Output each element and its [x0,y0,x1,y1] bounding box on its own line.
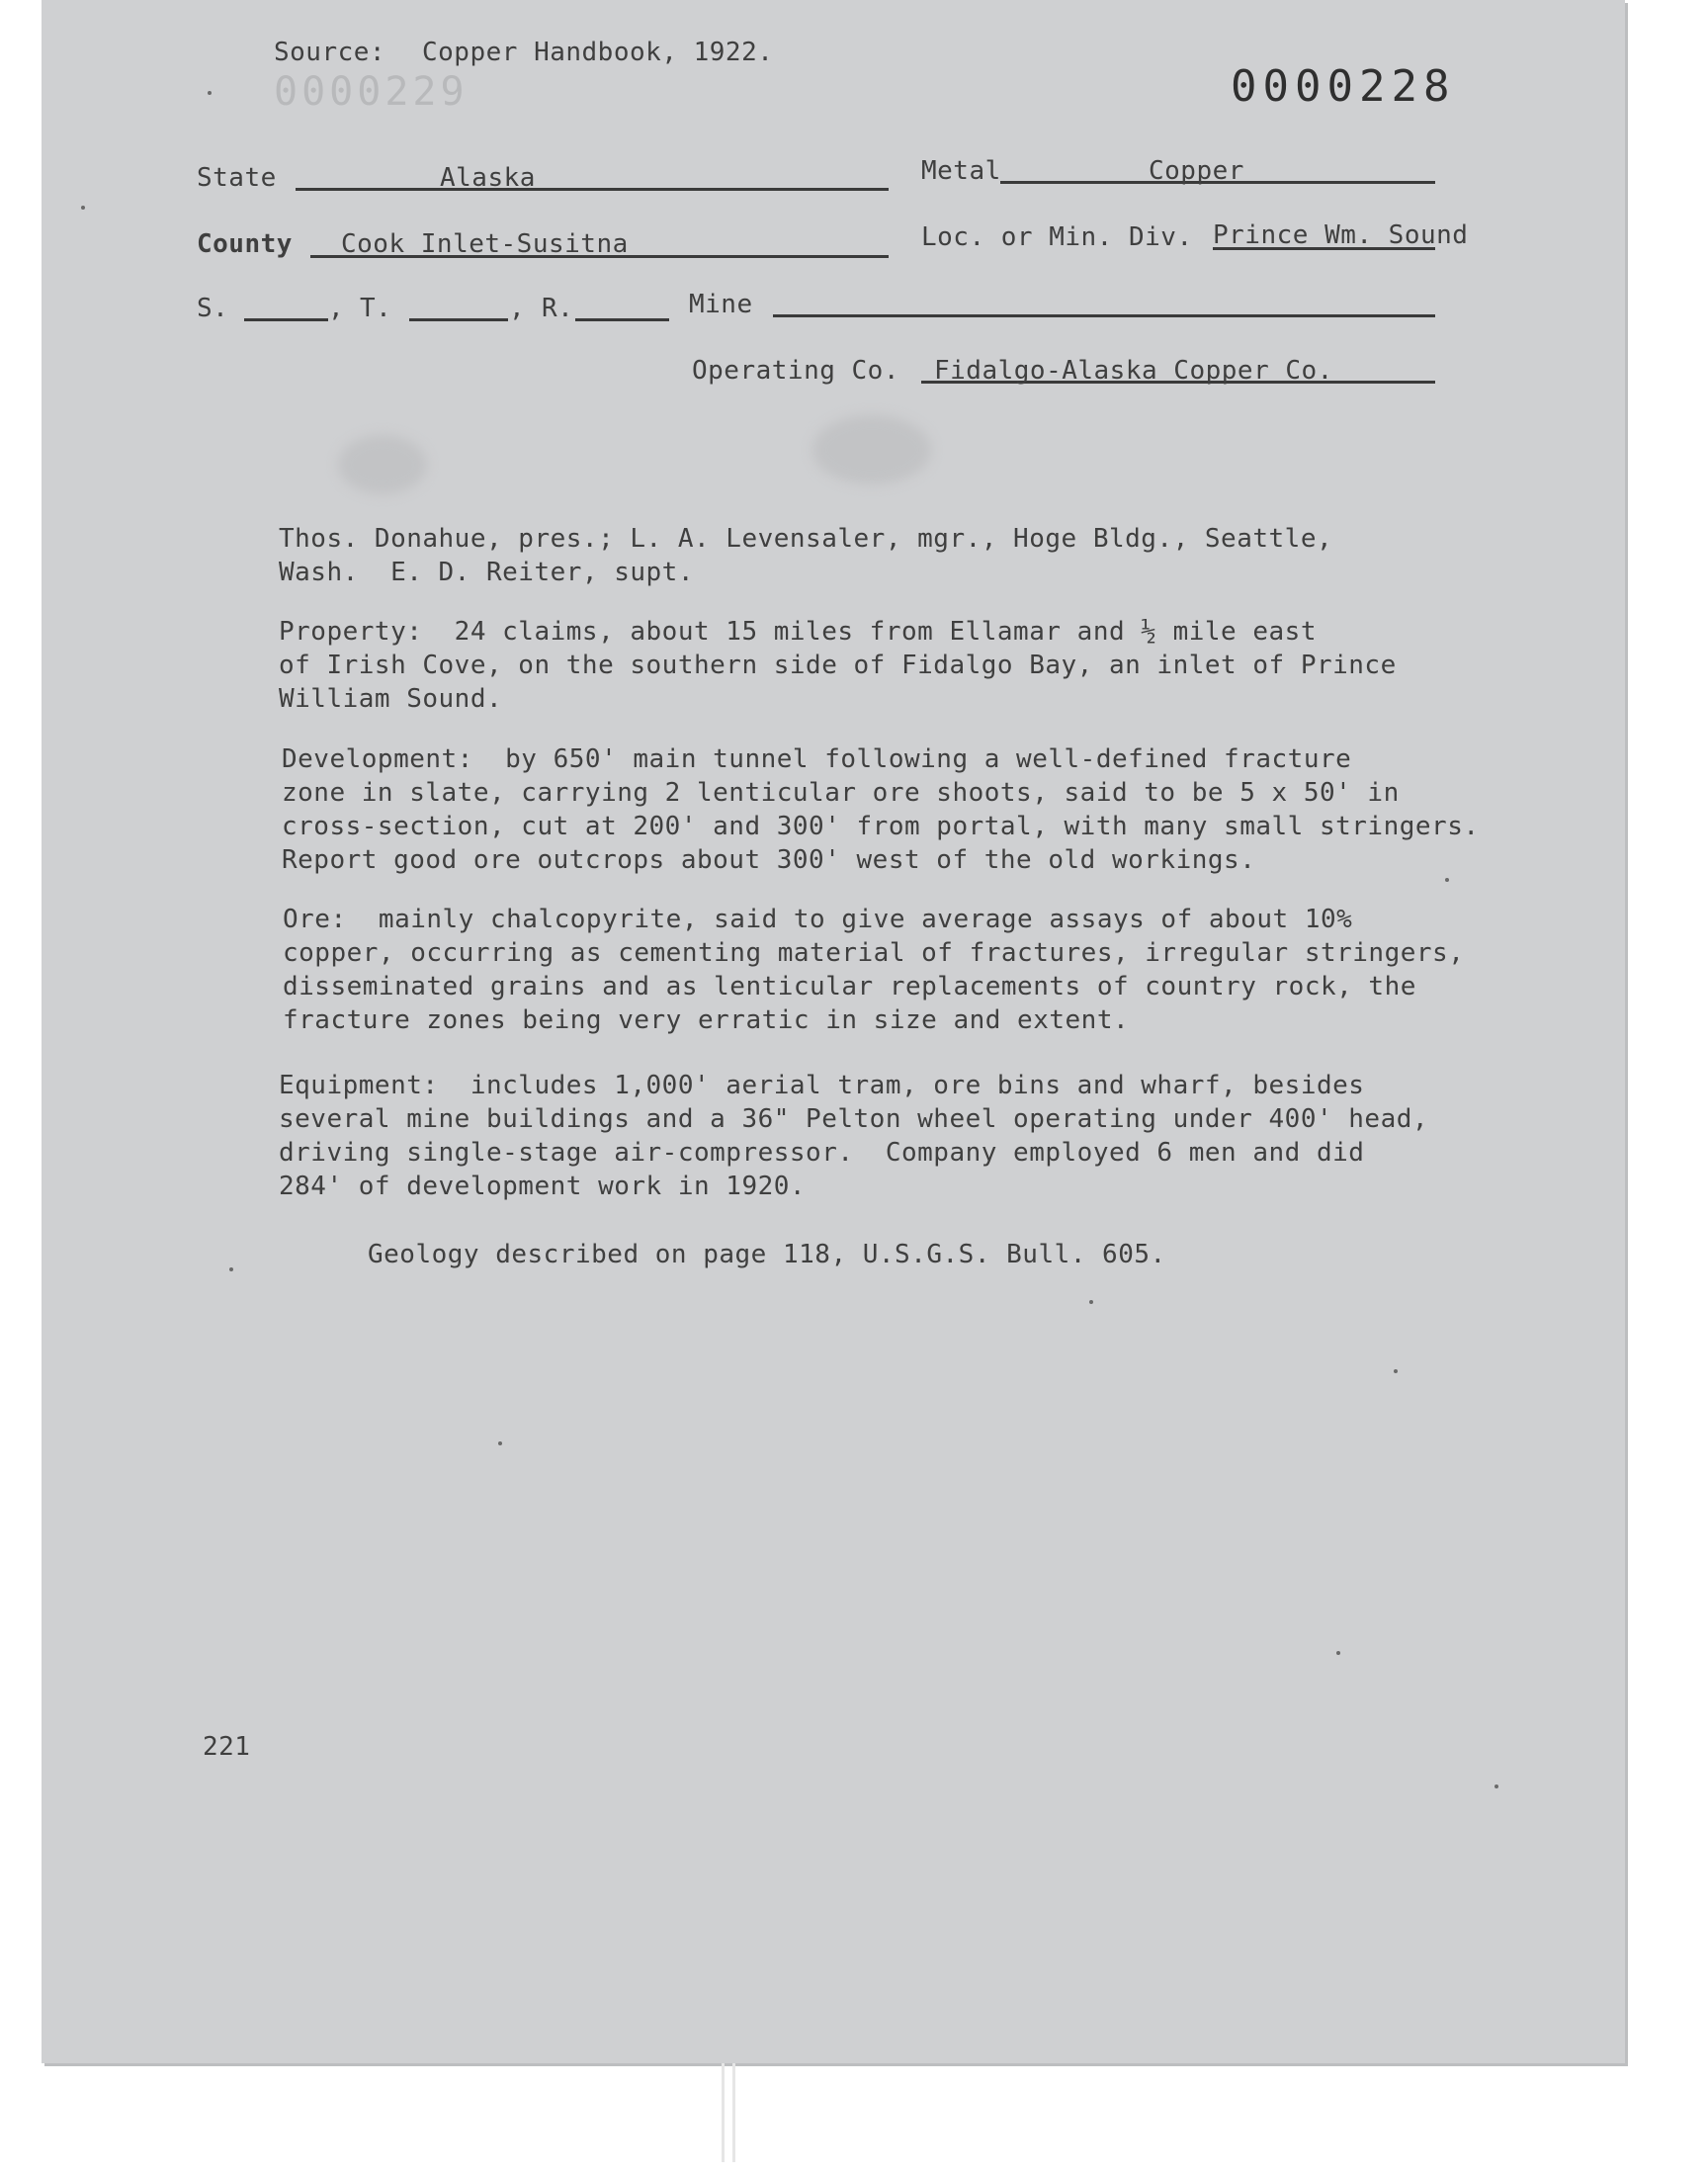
section-label: S. [197,294,229,323]
comma: , [328,294,345,323]
scan-strip [722,2063,725,2162]
metal-value: Copper [1149,156,1244,186]
development-paragraph: Development: by 650' main tunnel following a well-defined fracture zone in slate, carrying 2 lenticular ore shoots, said to be 5 x 50' in cross-section, cut at 200' and 300' from portal, with many small stringers. Report good ore outcrops about 300' west of the old workings. [282,744,1480,875]
scan-speck [81,206,85,210]
page-number: 221 [203,1732,251,1762]
officers-paragraph: Thos. Donahue, pres.; L. A. Levensaler, mgr., Hoge Bldg., Seattle, Wash. E. D. Reiter, supt. [279,524,1333,587]
source-label: Source: [274,38,386,67]
document-sheet [42,0,1625,2063]
county-value: Cook Inlet-Susitna [341,229,629,259]
county-label: County [197,229,293,259]
property-paragraph: Property: 24 claims, about 15 miles from Ellamar and ½ mile east of Irish Cove, on the southern side of Fidalgo Bay, an inlet of Prince William Sound. [279,617,1397,714]
scan-speck [1089,1300,1093,1304]
township-label: T. [360,294,392,323]
ore-paragraph: Ore: mainly chalcopyrite, said to give average assays of about 10% copper, occurring as cementing material of fractures, irregular stringers, disseminated grains and as lenticular replacements of country rock, the fracture zones being very erratic in size and extent. [283,905,1465,1035]
scan-speck [1494,1784,1498,1788]
scan-speck [229,1267,233,1271]
geology-paragraph: Geology described on page 118, U.S.G.S. Bull. 605. [368,1240,1166,1269]
loc-label: Loc. or Min. Div. [921,222,1193,252]
scan-speck [1394,1369,1398,1373]
state-label: State [197,163,277,193]
comma: , [509,294,526,323]
section-line [244,318,328,321]
range-line [575,318,669,321]
operating-value: Fidalgo-Alaska Copper Co. [934,356,1333,386]
scan-speck [1445,878,1449,882]
scan-smudge [812,415,931,484]
ghost-stamp-number: 0000229 [274,69,469,115]
metal-label: Metal [921,156,1001,186]
operating-label: Operating Co. [692,356,899,386]
scan-smudge [338,435,427,494]
mine-line [773,314,1435,317]
equipment-paragraph: Equipment: includes 1,000' aerial tram, ore bins and wharf, besides several mine buildings and a 36" Pelton wheel operating under 400' head, driving single-stage air-compressor. Company employed 6 men and did 284' of development work in 1920. [279,1071,1429,1201]
document-number: 0000228 [1231,61,1456,112]
scan-speck [498,1441,502,1445]
scan-strip [732,2063,735,2162]
loc-value: Prince Wm. Sound [1213,220,1469,250]
range-label: R. [542,294,574,323]
state-value: Alaska [440,163,536,193]
state-line [296,188,889,191]
scan-speck [1336,1651,1340,1655]
mine-label: Mine [689,290,753,319]
township-line [409,318,508,321]
source-value: Copper Handbook, 1922. [422,38,774,67]
scan-speck [208,91,212,95]
